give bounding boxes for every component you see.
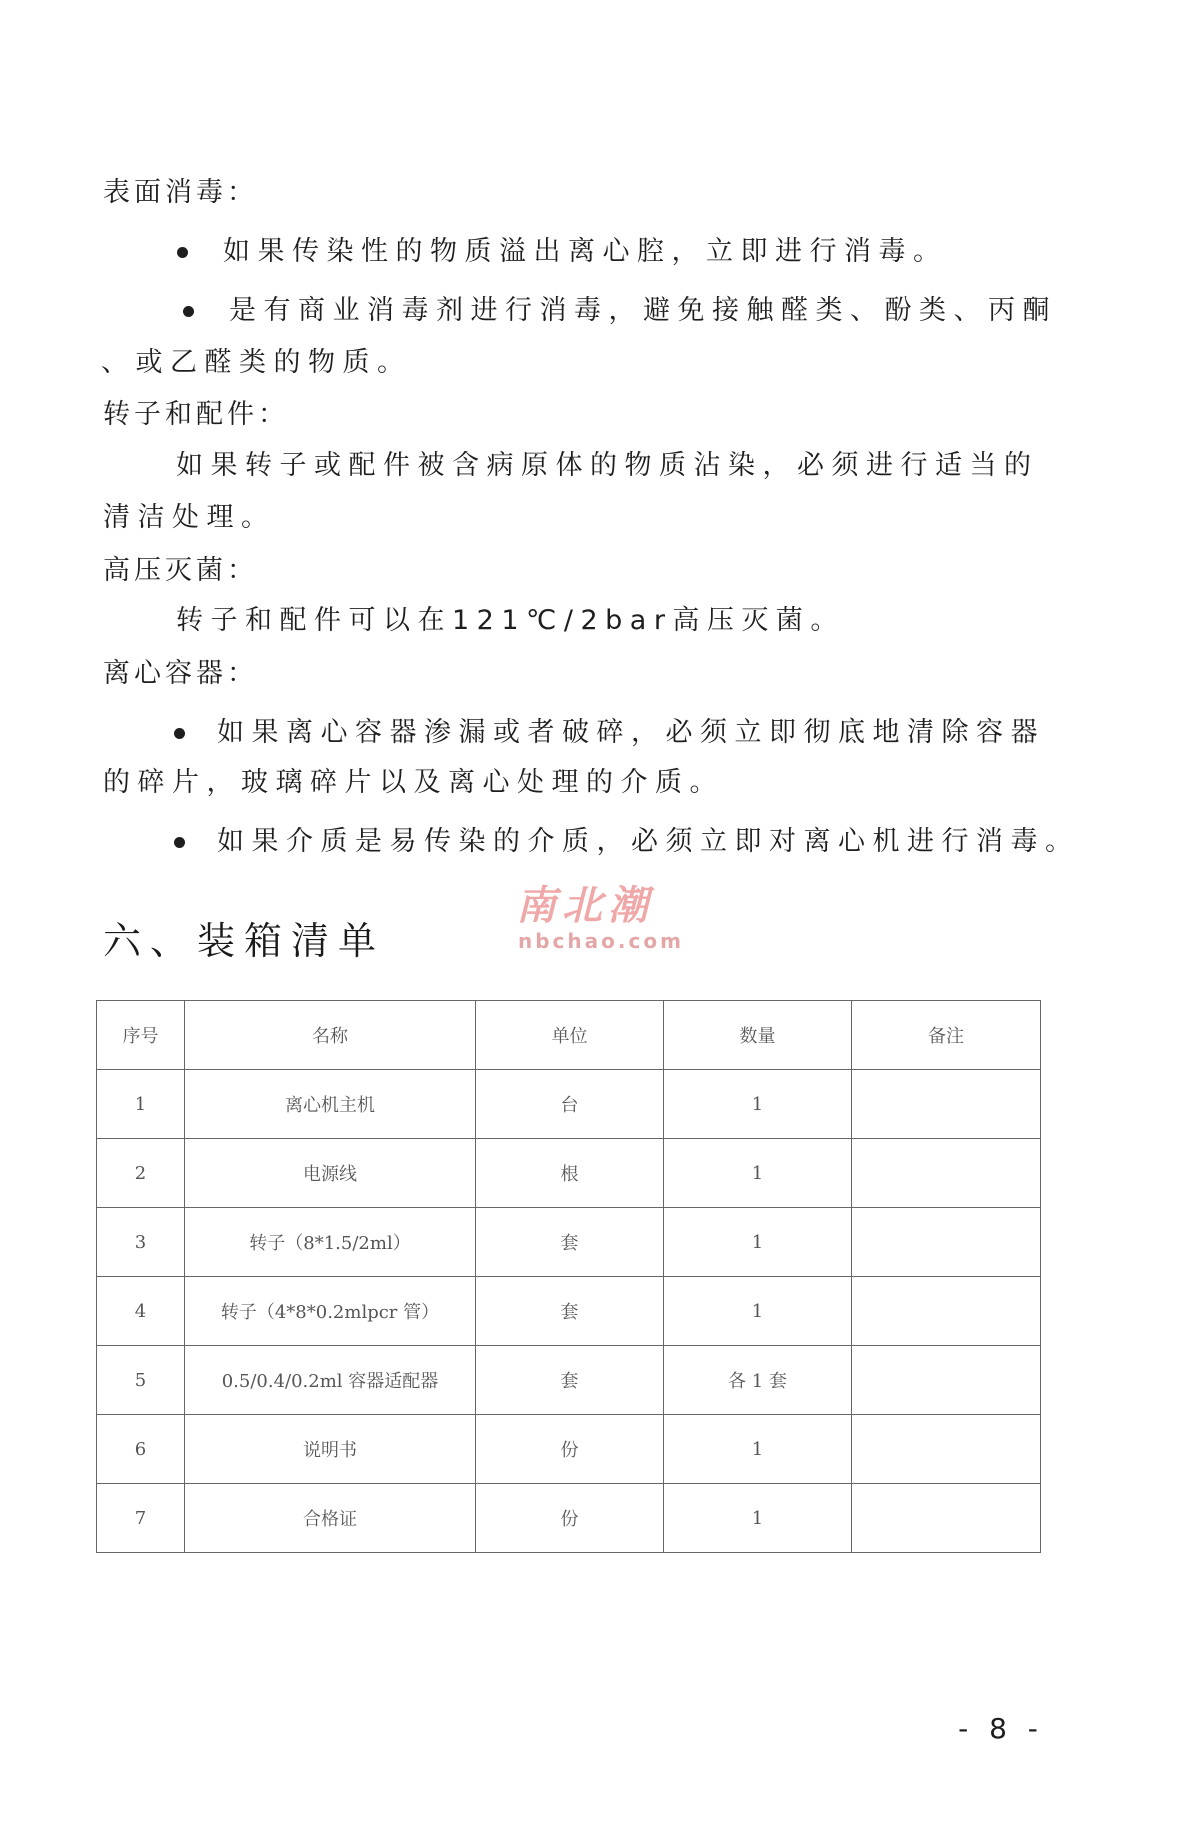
rotor-paragraph-line-2: 清洁处理。	[103, 502, 276, 533]
surface-disinfection-heading: 表面消毒：	[103, 177, 258, 208]
cell-name: 电源线	[185, 1139, 476, 1208]
cell-unit: 根	[476, 1139, 664, 1208]
cell-index: 3	[97, 1208, 185, 1277]
column-header-remarks: 备注	[852, 1001, 1041, 1070]
cell-index: 2	[97, 1139, 185, 1208]
packing-list-heading: 六、装箱清单	[103, 919, 386, 963]
cell-name: 离心机主机	[185, 1070, 476, 1139]
cell-name: 0.5/0.4/0.2ml 容器适配器	[185, 1346, 476, 1415]
cell-quantity: 1	[664, 1484, 852, 1553]
cell-index: 1	[97, 1070, 185, 1139]
cell-quantity: 1	[664, 1415, 852, 1484]
bullet-dot-icon	[174, 837, 185, 848]
cell-index: 5	[97, 1346, 185, 1415]
cell-unit: 套	[476, 1277, 664, 1346]
bullet-dot-icon	[177, 247, 188, 258]
cell-index: 7	[97, 1484, 185, 1553]
cell-index: 4	[97, 1277, 185, 1346]
cell-unit: 套	[476, 1208, 664, 1277]
cell-quantity: 1	[664, 1208, 852, 1277]
container-bullet-1-line-2: 的碎片，玻璃碎片以及离心处理的介质。	[103, 767, 724, 798]
surface-bullet-2-line-2: 、或乙醛类的物质。	[101, 347, 412, 378]
cell-name: 合格证	[185, 1484, 476, 1553]
table-row	[97, 1484, 1041, 1553]
rotor-paragraph-line-1: 如果转子或配件被含病原体的物质沾染，必须进行适当的	[176, 450, 1039, 481]
page-number: - 8 -	[958, 1712, 1044, 1745]
cell-remarks	[852, 1139, 1041, 1208]
column-header-name: 名称	[185, 1001, 476, 1070]
packing-list-table	[96, 1000, 1041, 1553]
cell-remarks	[852, 1415, 1041, 1484]
cell-name: 说明书	[185, 1415, 476, 1484]
table-row	[97, 1277, 1041, 1346]
autoclave-paragraph: 转子和配件可以在121℃/2bar高压灭菌。	[176, 605, 845, 636]
cell-quantity: 各 1 套	[664, 1346, 852, 1415]
bullet-dot-icon	[174, 728, 185, 739]
cell-remarks	[852, 1208, 1041, 1277]
container-bullet-1-line-1: 如果离心容器渗漏或者破碎，必须立即彻底地清除容器	[217, 717, 1045, 748]
cell-unit: 台	[476, 1070, 664, 1139]
table-row	[97, 1139, 1041, 1208]
cell-remarks	[852, 1484, 1041, 1553]
table-header-row	[97, 1001, 1041, 1070]
cell-quantity: 1	[664, 1070, 852, 1139]
surface-bullet-2-line-1: 是有商业消毒剂进行消毒，避免接触醛类、酚类、丙酮	[229, 295, 1057, 326]
watermark-site: nbchao.com	[518, 929, 684, 953]
cell-index: 6	[97, 1415, 185, 1484]
cell-unit: 套	[476, 1346, 664, 1415]
cell-remarks	[852, 1070, 1041, 1139]
rotor-heading: 转子和配件：	[103, 399, 289, 430]
table-row	[97, 1415, 1041, 1484]
cell-name: 转子（8*1.5/2ml）	[185, 1208, 476, 1277]
cell-unit: 份	[476, 1415, 664, 1484]
column-header-index: 序号	[97, 1001, 185, 1070]
cell-quantity: 1	[664, 1277, 852, 1346]
watermark-logo: 南北潮	[516, 883, 654, 929]
cell-remarks	[852, 1346, 1041, 1415]
surface-bullet-1: 如果传染性的物质溢出离心腔，立即进行消毒。	[223, 236, 948, 267]
cell-unit: 份	[476, 1484, 664, 1553]
table-row	[97, 1070, 1041, 1139]
column-header-quantity: 数量	[664, 1001, 852, 1070]
cell-name: 转子（4*8*0.2mlpcr 管）	[185, 1277, 476, 1346]
container-heading: 离心容器：	[103, 658, 258, 689]
bullet-dot-icon	[183, 306, 194, 317]
autoclave-heading: 高压灭菌：	[103, 555, 258, 586]
cell-quantity: 1	[664, 1139, 852, 1208]
table-row	[97, 1346, 1041, 1415]
column-header-unit: 单位	[476, 1001, 664, 1070]
table-row	[97, 1208, 1041, 1277]
container-bullet-2: 如果介质是易传染的介质，必须立即对离心机进行消毒。	[217, 826, 1080, 857]
cell-remarks	[852, 1277, 1041, 1346]
